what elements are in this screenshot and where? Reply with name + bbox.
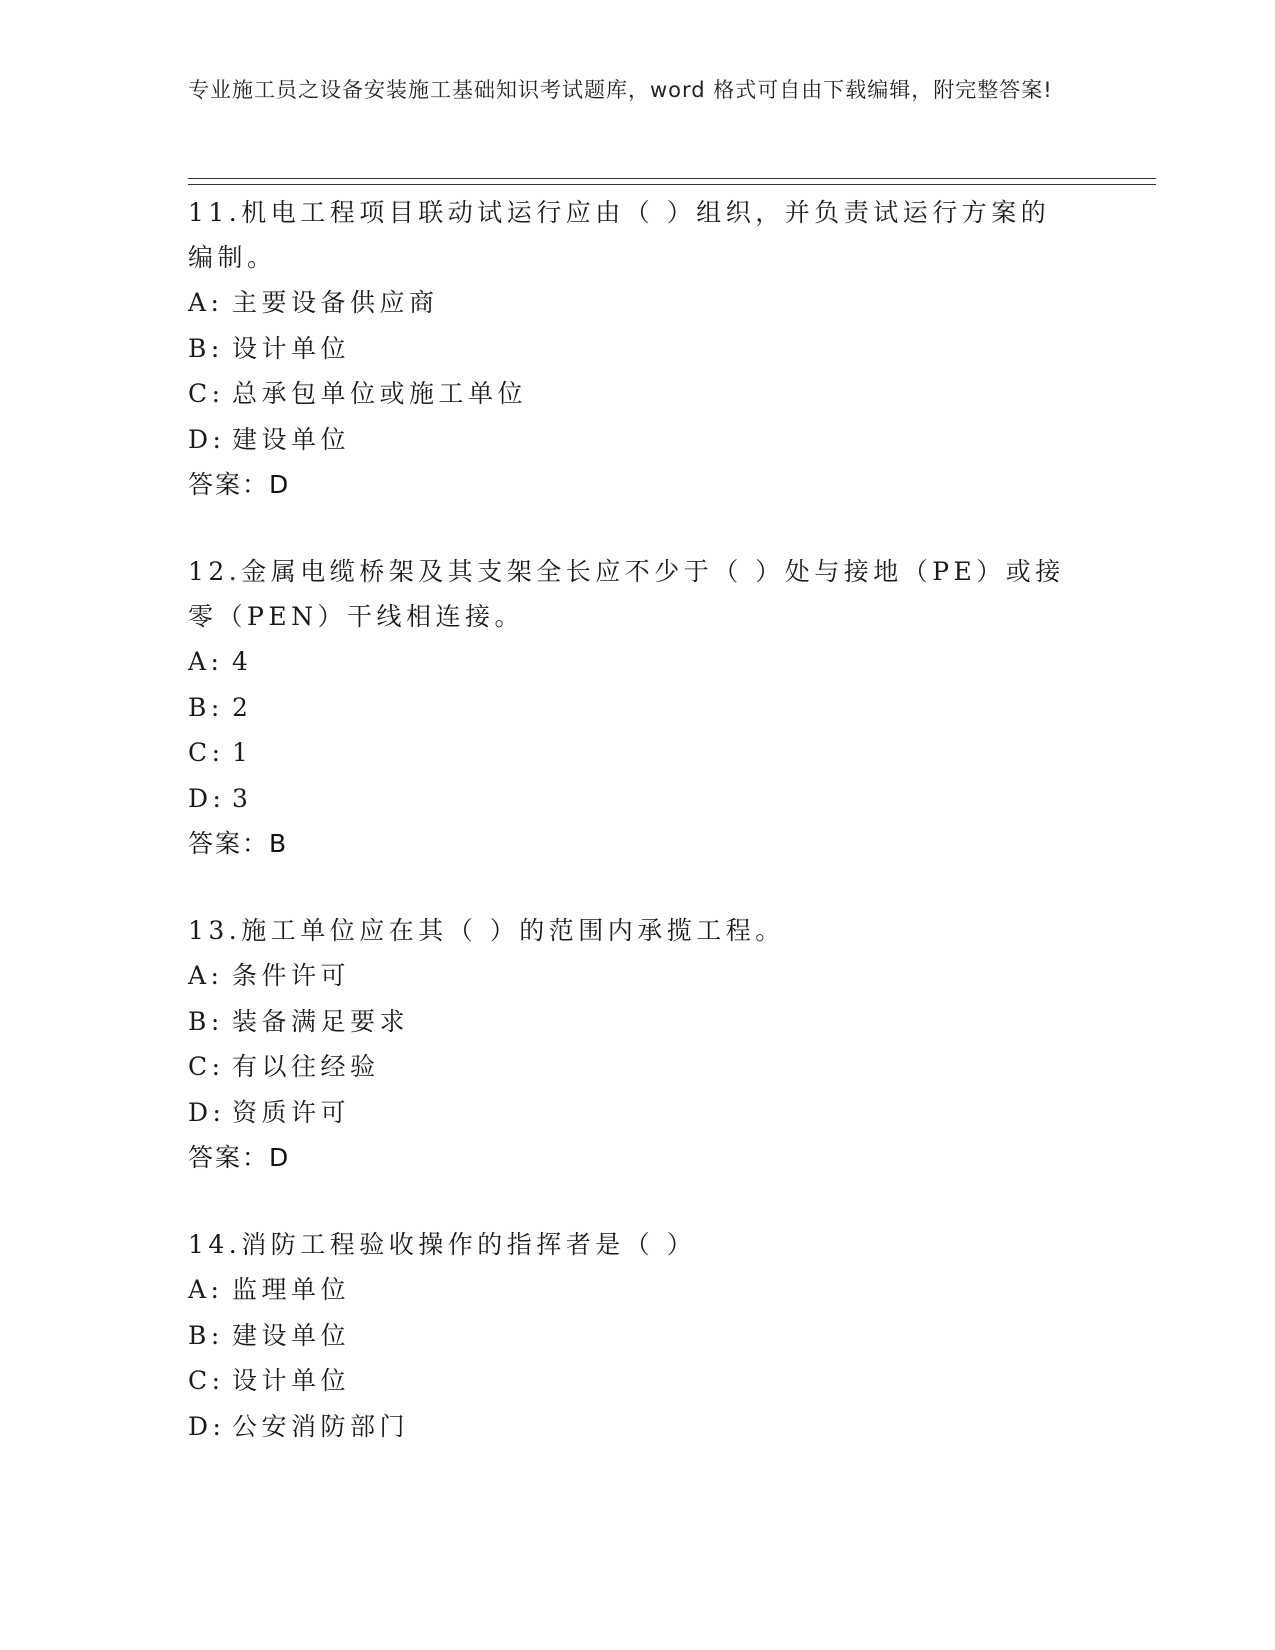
option-text: 装备满足要求 (232, 1006, 410, 1036)
option-c (188, 371, 1088, 417)
option-text: 1 (232, 738, 253, 767)
question-list (188, 190, 1088, 1491)
option-letter: D: (188, 1097, 226, 1127)
option-letter: C: (188, 1052, 225, 1081)
option-text: 资质许可 (232, 1097, 351, 1127)
answer-line: 答案：D (188, 1143, 291, 1172)
option-letter: B: (188, 1006, 224, 1036)
option-b (188, 326, 1088, 372)
question-14 (188, 1222, 1088, 1449)
option-letter: C: (188, 379, 225, 408)
option-c (188, 1358, 1088, 1404)
answer-line: 答案：B (188, 829, 289, 858)
option-text: 建设单位 (232, 1320, 351, 1350)
option-letter: D: (188, 1411, 226, 1441)
option-a (188, 639, 1088, 685)
option-d (188, 417, 1088, 463)
option-c (188, 1044, 1088, 1090)
option-text: 公安消防部门 (232, 1411, 410, 1441)
option-a (188, 1267, 1088, 1313)
option-d (188, 776, 1088, 822)
option-b (188, 1313, 1088, 1359)
question-stem: 13.施工单位应在其（ ）的范围内承揽工程。 (188, 916, 785, 945)
option-letter: D: (188, 783, 226, 813)
option-a (188, 953, 1088, 999)
option-letter: B: (188, 1320, 224, 1350)
option-text: 有以往经验 (232, 1052, 380, 1081)
option-text: 建设单位 (232, 424, 351, 454)
document-header: 专业施工员之设备安装施工基础知识考试题库，word 格式可自由下载编辑，附完整答案! (188, 78, 1053, 102)
header-divider (188, 178, 1156, 185)
option-a (188, 280, 1088, 326)
question-13 (188, 908, 1088, 1180)
option-letter: A: (188, 1275, 224, 1304)
option-text: 条件许可 (232, 961, 351, 990)
answer-line: 答案：D (188, 470, 291, 499)
option-d (188, 1404, 1088, 1450)
option-text: 设计单位 (232, 1366, 351, 1395)
option-b (188, 999, 1088, 1045)
option-letter: C: (188, 1366, 225, 1395)
option-letter: D: (188, 424, 226, 454)
option-letter: B: (188, 692, 224, 722)
option-letter: A: (188, 647, 224, 676)
option-text: 设计单位 (232, 333, 351, 363)
option-text: 2 (232, 692, 253, 722)
question-stem: 14.消防工程验收操作的指挥者是（ ） (188, 1230, 697, 1259)
option-letter: B: (188, 333, 224, 363)
question-12 (188, 549, 1088, 866)
option-letter: A: (188, 961, 224, 990)
question-stem: 12.金属电缆桥架及其支架全长应不少于（ ）处与接地（PE）或接零（PEN）干线相连接。 (188, 557, 1065, 631)
option-text: 监理单位 (232, 1275, 351, 1304)
option-d (188, 1090, 1088, 1136)
option-c (188, 730, 1088, 776)
option-text: 3 (232, 783, 253, 813)
option-letter: C: (188, 738, 225, 767)
option-b (188, 685, 1088, 731)
question-11 (188, 190, 1088, 507)
option-text: 主要设备供应商 (232, 288, 439, 317)
question-stem: 11.机电工程项目联动试运行应由（ ）组织，并负责试运行方案的编制。 (188, 198, 1051, 272)
option-text: 总承包单位或施工单位 (232, 379, 528, 408)
option-letter: A: (188, 288, 224, 317)
option-text: 4 (232, 647, 253, 676)
